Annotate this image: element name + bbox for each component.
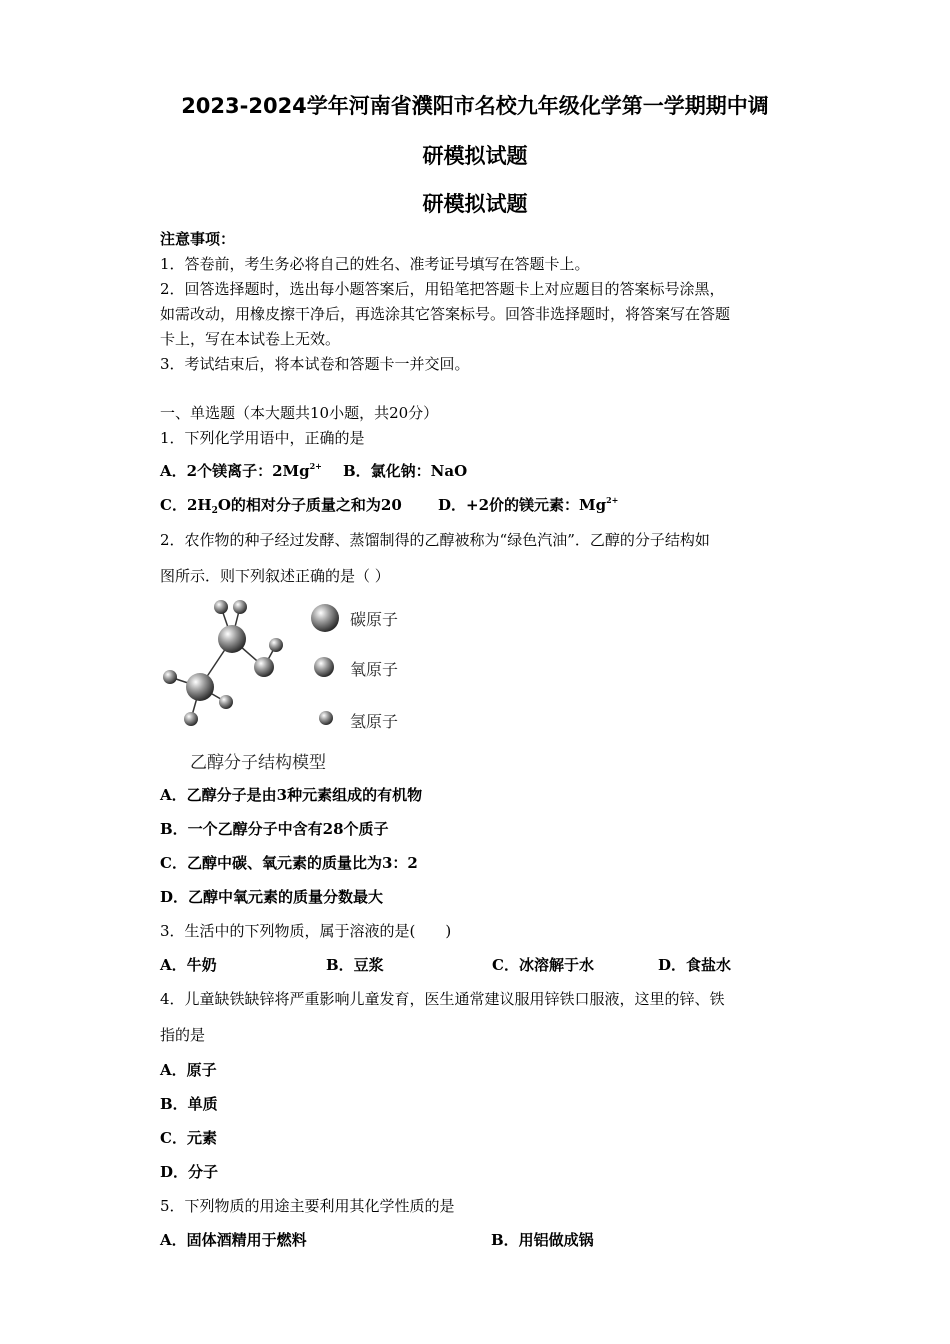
q2-stem-b: 图所示．则下列叙述正确的是（ ）	[160, 567, 390, 585]
legend-hydrogen-label: 氢原子	[350, 712, 399, 731]
q1-option-a-charge: 2+	[309, 461, 322, 471]
q4-option-a: A．原子	[160, 1061, 217, 1079]
legend-carbon-ball	[311, 604, 339, 632]
q1-stem: 1．下列化学用语中，正确的是	[160, 429, 365, 447]
q5-stem: 5．下列物质的用途主要利用其化学性质的是	[160, 1197, 455, 1215]
q1-option-a-text: A．2个镁离子：2Mg	[160, 462, 310, 480]
q4-stem-b: 指的是	[160, 1026, 206, 1044]
hydrogen-atom	[233, 600, 247, 614]
q1-option-c-suffix: O的相对分子质量之和为20	[217, 496, 402, 514]
q1-option-b: B．氯化钠：NaO	[343, 462, 468, 480]
q5-option-b: B．用铝做成锅	[491, 1231, 594, 1249]
q2-option-a: A．乙醇分子是由3种元素组成的有机物	[160, 786, 423, 804]
q2-option-c: C．乙醇中碳、氧元素的质量比为3：2	[160, 854, 418, 872]
notice-item-2b: 如需改动，用橡皮擦干净后，再选涂其它答案标号。回答非选择题时，将答案写在答题	[160, 305, 731, 323]
q4-option-b: B．单质	[160, 1095, 218, 1113]
q1-option-d	[438, 494, 618, 515]
q1-option-c-subscript: 2	[211, 506, 218, 516]
carbon-atom	[186, 673, 214, 701]
carbon-atom	[218, 625, 246, 653]
notice-item-3: 3．考试结束后，将本试卷和答题卡一并交回。	[160, 355, 470, 373]
q1-option-a	[160, 460, 343, 481]
hydrogen-atom	[184, 712, 198, 726]
q3-options	[160, 954, 731, 975]
q4-option-c: C．元素	[160, 1129, 217, 1147]
legend-oxygen-label: 氧原子	[350, 660, 399, 679]
hydrogen-atom	[214, 600, 228, 614]
q1-option-d-text: D．+2价的镁元素：Mg	[438, 496, 607, 514]
q5-option-a: A．固体酒精用于燃料	[160, 1231, 307, 1249]
hydrogen-atom	[219, 695, 233, 709]
notice-item-1: 1．答卷前，考生务必将自己的姓名、准考证号填写在答题卡上。	[160, 255, 590, 273]
figure-caption: 乙醇分子结构模型	[190, 753, 326, 773]
hydrogen-atom	[269, 638, 283, 652]
q2-stem-a: 2．农作物的种子经过发酵、蒸馏制得的乙醇被称为“绿色汽油”．乙醇的分子结构如	[160, 531, 710, 549]
oxygen-atom	[254, 657, 274, 677]
q1-options-ab	[160, 460, 467, 481]
exam-title-line1: 2023-2024学年河南省濮阳市名校九年级化学第一学期期中调	[181, 94, 769, 118]
q1-option-c	[160, 494, 438, 515]
q2-option-d: D．乙醇中氧元素的质量分数最大	[160, 888, 384, 906]
notice-item-2a: 2．回答选择题时，选出每小题答案后，用铅笔把答题卡上对应题目的答案标号涂黑，	[160, 280, 725, 298]
exam-title-line3: 研模拟试题	[422, 192, 528, 216]
hydrogen-atom	[163, 670, 177, 684]
legend-carbon-label: 碳原子	[350, 610, 399, 629]
section-heading: 一、单选题（本大题共10小题，共20分）	[160, 404, 439, 422]
q4-stem-a: 4．儿童缺铁缺锌将严重影响儿童发育，医生通常建议服用锌铁口服液，这里的锌、铁	[160, 990, 725, 1008]
legend-hydrogen-ball	[319, 711, 333, 725]
q3-option-a: A．牛奶	[160, 956, 217, 974]
q3-option-c: C．冰溶解于水	[492, 956, 594, 974]
q4-option-d: D．分子	[160, 1163, 219, 1181]
exam-title-line2: 研模拟试题	[422, 144, 528, 168]
legend-oxygen-ball	[314, 657, 334, 677]
q3-option-b: B．豆浆	[326, 956, 384, 974]
q5-options	[160, 1229, 594, 1250]
q1-option-d-charge: 2+	[606, 495, 619, 505]
q1-options-cd	[160, 494, 618, 515]
q3-stem: 3．生活中的下列物质，属于溶液的是( )	[160, 922, 452, 940]
q1-option-c-prefix: C．2H	[160, 496, 212, 514]
notice-heading: 注意事项：	[160, 230, 236, 248]
q2-option-b: B．一个乙醇分子中含有28个质子	[160, 820, 389, 838]
notice-item-2c: 卡上，写在本试卷上无效。	[160, 330, 341, 348]
q3-option-d: D．食盐水	[658, 956, 732, 974]
